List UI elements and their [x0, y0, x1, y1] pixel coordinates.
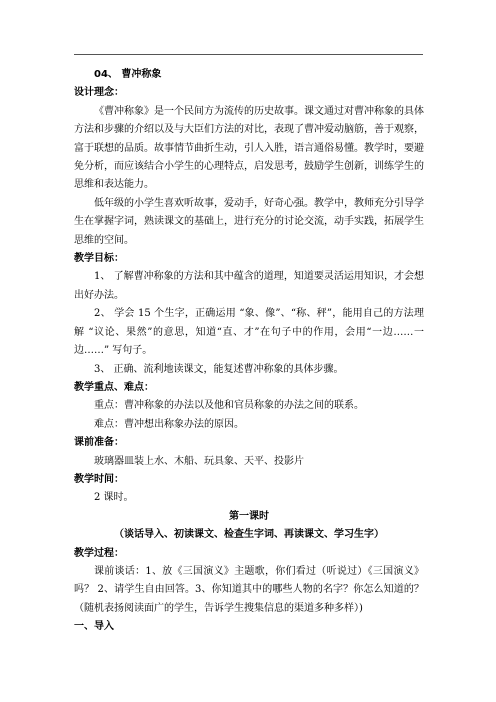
paragraph-goal-3: 3、 正确、流利地读课文，能复述曹冲称象的具体步骤。: [94, 363, 344, 375]
lesson-title: 04、 曹冲称象: [94, 69, 162, 80]
section-heading-time: 教学时间：: [74, 473, 124, 485]
document-body: [74, 66, 424, 637]
section-heading-preparation: 课前准备：: [74, 437, 124, 449]
paragraph-concept-2: 低年级的小学生喜欢听故事，爱动手，好奇心强。教学中，教师充分引导学生在掌握字词，熟读课文的基础上，进行充分的讨论交流，动手实践，拓展学生思维的空间。: [74, 197, 424, 246]
section-heading-process: 教学过程：: [74, 547, 124, 559]
paragraph-difficulty: 难点：曹冲想出称象办法的原因。: [94, 418, 244, 430]
paragraph-time: 2 课时。: [94, 492, 134, 504]
paragraph-goal-2: 2、 学会 15 个生字，正确运用 “象、像”、“称、秤”，能用自己的方法理解 “议论、果然”的意思，知道“直、才”在句子中的作用，会用“一边……一边……” 写句子。: [74, 308, 424, 357]
paragraph-concept-1: 《曹冲称象》是一个民间方为流传的历史故事。课文通过对曹冲称象的具体方法和步骤的介绍以及与大臣们方法的对比，表现了曹冲爱动脑筋，善于观察，富于联想的品质。故事情节曲折生动，引人入胜，语言通俗易懂。教学时，要避免分析，而应该结合小学生的心理特点，启发思考，鼓励学生创新，训练学生的思维和表达能力。: [74, 105, 424, 191]
paragraph-goal-1: 1、 了解曹冲称象的方法和其中蕴含的道理，知道要灵活运用知识，才会想出好办法。: [74, 271, 424, 301]
section-heading-introduction: 一、导入: [74, 621, 114, 633]
paragraph-key-point: 重点：曹冲称象的办法以及他和官员称象的办法之间的联系。: [94, 400, 364, 412]
lesson-session-title: 第一课时: [229, 510, 269, 522]
paragraph-preparation: 玻璃器皿装上水、木船、玩具象、天平、投影片: [94, 455, 304, 467]
lesson-session-subtitle: （谈话导入、初读课文、检查生字词、再读课文、学习生字）: [114, 529, 384, 541]
section-heading-concept: 设计理念：: [74, 87, 124, 99]
section-heading-goals: 教学目标：: [74, 253, 124, 265]
header-rule: [74, 54, 423, 55]
paragraph-pre-talk: 课前谈话：1、放《三国演义》主题歌，你们看过（听说过）《三国演义》吗？ 2、请学生自由回答。3、你知道其中的哪些人物的名字？你怎么知道的？（随机表扬阅读面广的学生，告诉学生搜集信息的渠道多种多样）): [74, 565, 424, 614]
section-heading-key-points: 教学重点、难点：: [74, 381, 154, 393]
